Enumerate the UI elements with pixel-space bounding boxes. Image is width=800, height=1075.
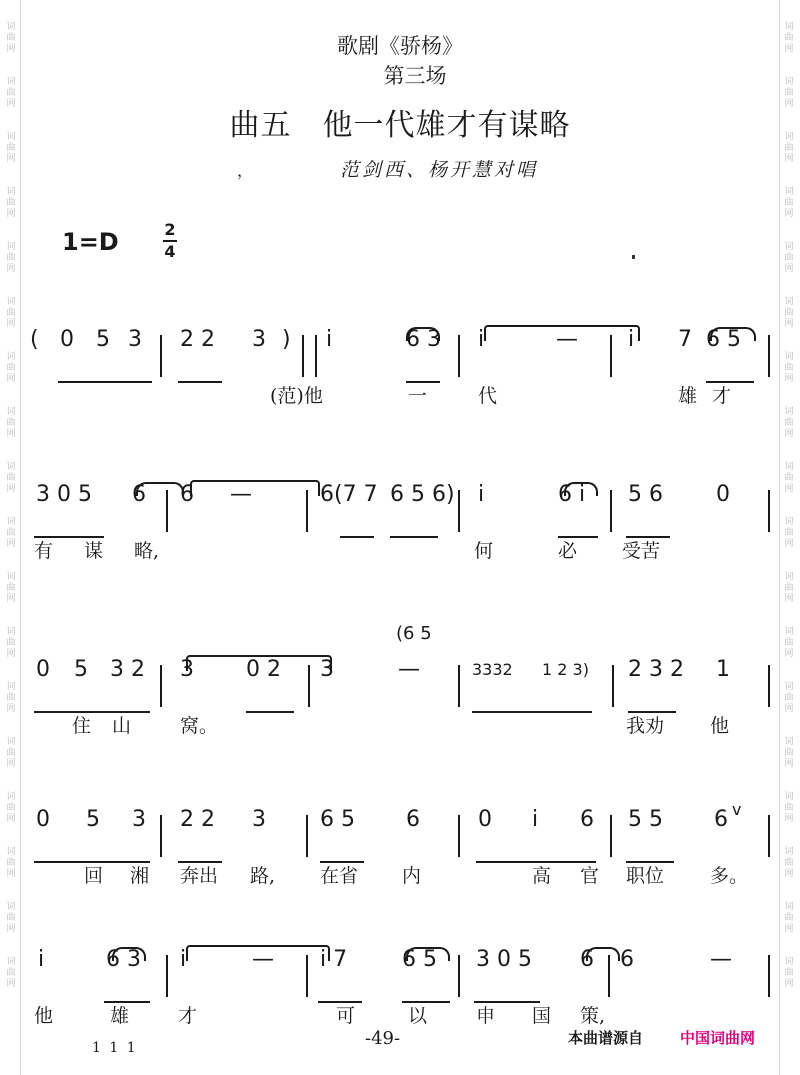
watermark-mark: 词 曲 网	[6, 407, 16, 439]
note: 5	[86, 807, 100, 832]
barline	[610, 490, 612, 532]
lyric: 国	[532, 1005, 552, 1027]
watermark-mark: 词 曲 网	[6, 517, 16, 549]
barline	[768, 815, 770, 857]
lyric: (范)他	[270, 385, 323, 407]
note: —	[398, 657, 420, 682]
watermark-mark: 词 曲 网	[6, 242, 16, 274]
note: 3332	[472, 660, 513, 679]
note: i	[478, 482, 485, 507]
note: )	[282, 327, 291, 352]
lyric: 内	[402, 865, 422, 887]
note: 3	[180, 657, 194, 682]
page-number: -49-	[365, 1028, 401, 1049]
note: 6 5	[320, 807, 355, 832]
lyric: 他	[34, 1005, 54, 1027]
scene-label: 第三场	[383, 64, 447, 88]
lyric: 何	[474, 540, 494, 562]
lyric: 策,	[580, 1005, 606, 1027]
barline	[160, 815, 162, 857]
lyric: 谋	[84, 540, 104, 562]
opera-title: 歌剧《骄杨》	[337, 34, 463, 58]
barline	[458, 335, 460, 377]
singers-line: 范剑西、杨开慧对唱	[340, 159, 539, 181]
time-signature	[160, 220, 180, 262]
note: 0	[36, 807, 50, 832]
note: 5	[96, 327, 110, 352]
left-edge-line	[20, 0, 21, 1075]
lyric: 窝。	[180, 715, 219, 737]
note: 3	[132, 807, 146, 832]
watermark-mark: 词 曲 网	[6, 682, 16, 714]
lyric: 受苦	[622, 540, 661, 562]
note: i	[628, 327, 635, 352]
note: i 7	[320, 947, 348, 972]
note: 6	[406, 807, 420, 832]
lyric: 我劝	[626, 715, 665, 737]
barline	[610, 815, 612, 857]
watermark-mark: 词 曲 网	[6, 572, 16, 604]
watermark-mark: 词 曲 网	[6, 297, 16, 329]
note: 6	[132, 482, 146, 507]
note: 5	[74, 657, 88, 682]
note: 3	[252, 807, 266, 832]
watermark-mark: 词 曲 网	[6, 22, 16, 54]
slur	[586, 947, 620, 961]
note: —	[252, 947, 274, 972]
watermark-strip-left	[2, 0, 20, 1075]
watermark-mark: 词 曲 网	[784, 77, 794, 109]
barline	[302, 335, 304, 377]
watermark-mark: 词 曲 网	[6, 737, 16, 769]
watermark-mark: 词 曲 网	[6, 627, 16, 659]
source-site-link[interactable]: 中国词曲网	[680, 1029, 756, 1047]
note: 6	[580, 947, 594, 972]
note: 6(7 7	[320, 482, 378, 507]
note: 6 3	[406, 327, 441, 352]
watermark-mark: 词 曲 网	[784, 792, 794, 824]
watermark-mark: 词 曲 网	[784, 572, 794, 604]
note: 6 i	[558, 482, 586, 507]
notes-row	[30, 623, 775, 689]
score-system-3	[30, 623, 775, 755]
key-signature: 1=D	[62, 228, 119, 256]
barline	[608, 955, 610, 997]
score-system-1	[30, 305, 775, 425]
slur	[710, 327, 756, 341]
watermark-mark: 词 曲 网	[6, 352, 16, 384]
score-system-5	[30, 925, 775, 1045]
note: 3 0 5	[476, 947, 532, 972]
note: 6 3	[106, 947, 141, 972]
barline	[306, 815, 308, 857]
source-label: 本曲谱源自	[568, 1029, 644, 1047]
note: 6	[180, 482, 194, 507]
stray-mark	[632, 255, 635, 259]
watermark-mark: 词 曲 网	[784, 462, 794, 494]
lyric: 在省	[320, 865, 359, 887]
barline	[306, 490, 308, 532]
barline	[768, 335, 770, 377]
barline	[166, 955, 168, 997]
note: —	[710, 947, 732, 972]
lyrics-row	[30, 536, 775, 570]
slur	[136, 482, 184, 496]
note: 5 5	[628, 807, 663, 832]
lyrics-row	[30, 861, 775, 895]
note: 3	[128, 327, 142, 352]
lyrics-row	[30, 1001, 775, 1035]
notes-row	[30, 800, 775, 839]
barline	[458, 815, 460, 857]
lyric: 申	[476, 1005, 496, 1027]
meter-bottom: 4	[164, 242, 176, 261]
lyric: 一	[408, 385, 428, 407]
note: i	[180, 947, 187, 972]
watermark-mark: 词 曲 网	[784, 902, 794, 934]
note: 5 6	[628, 482, 663, 507]
watermark-strip-right	[780, 0, 798, 1075]
breath-mark: v	[732, 800, 742, 819]
note: 6	[580, 807, 594, 832]
barline	[768, 490, 770, 532]
slur	[564, 482, 598, 496]
lyrics-row	[30, 711, 775, 745]
note: —	[230, 482, 252, 507]
note: 1	[716, 657, 730, 682]
watermark-mark: 词 曲 网	[6, 847, 16, 879]
slur	[406, 947, 450, 961]
watermark-mark: 词 曲 网	[784, 187, 794, 219]
barline	[612, 665, 614, 707]
watermark-mark: 词 曲 网	[6, 902, 16, 934]
right-edge-line	[779, 0, 780, 1075]
note: 6	[714, 807, 728, 832]
note: 3	[320, 657, 334, 682]
note: i	[478, 327, 485, 352]
slur	[112, 947, 146, 961]
note: 0	[716, 482, 730, 507]
watermark-mark: 词 曲 网	[784, 627, 794, 659]
watermark-mark: 词 曲 网	[784, 682, 794, 714]
note: 2 3 2	[628, 657, 684, 682]
note: 6 5	[402, 947, 437, 972]
barline	[315, 335, 317, 377]
score-system-4	[30, 785, 775, 905]
watermark-mark: 词 曲 网	[6, 957, 16, 989]
note: 0 2	[246, 657, 281, 682]
lyric: 雄	[110, 1005, 130, 1027]
barline	[768, 665, 770, 707]
watermark-mark: 词 曲 网	[784, 132, 794, 164]
lyric: 可	[336, 1005, 356, 1027]
lyric: 才	[178, 1005, 198, 1027]
barline	[308, 665, 310, 707]
note: 2 2	[180, 327, 215, 352]
lyric: 他	[710, 715, 730, 737]
lyric: 住	[72, 715, 92, 737]
song-title: 曲五 他一代雄才有谋略	[229, 108, 571, 143]
barline	[166, 490, 168, 532]
barline	[160, 665, 162, 707]
notes-row	[30, 480, 775, 514]
note: i	[532, 807, 539, 832]
footer-mark: 1 1 1	[92, 1040, 138, 1056]
watermark-mark: 词 曲 网	[6, 187, 16, 219]
lyric: 奔出	[180, 865, 219, 887]
lyric: 有	[34, 540, 54, 562]
barline	[458, 955, 460, 997]
watermark-mark: 词 曲 网	[784, 352, 794, 384]
lyrics-row	[30, 381, 775, 415]
lyric: 湘	[130, 865, 150, 887]
lyric: 官	[580, 865, 600, 887]
watermark-mark: 词 曲 网	[784, 517, 794, 549]
barline	[306, 955, 308, 997]
note: (6 5	[396, 623, 432, 644]
note: i	[38, 947, 45, 972]
lyric: 才	[712, 385, 732, 407]
barline	[458, 490, 460, 532]
note: 1 2 3)	[542, 660, 589, 679]
note: 0	[36, 657, 50, 682]
lyric: 以	[408, 1005, 428, 1027]
watermark-mark: 词 曲 网	[784, 847, 794, 879]
lyric: 山	[112, 715, 132, 737]
lyric: 必	[558, 540, 578, 562]
notes-row	[30, 945, 775, 979]
note: 0	[60, 327, 74, 352]
tie	[190, 480, 320, 496]
watermark-mark: 词 曲 网	[784, 242, 794, 274]
watermark-mark: 词 曲 网	[784, 737, 794, 769]
barline	[160, 335, 162, 377]
score-system-2	[30, 460, 775, 580]
barline	[768, 955, 770, 997]
barline	[458, 665, 460, 707]
lyric: 雄	[678, 385, 698, 407]
singers-mark: ，	[237, 161, 254, 180]
watermark-mark: 词 曲 网	[784, 407, 794, 439]
watermark-mark: 词 曲 网	[784, 297, 794, 329]
lyric: 高	[532, 865, 552, 887]
note: —	[556, 327, 578, 352]
note: (	[30, 327, 39, 352]
note: 6 5 6)	[390, 482, 455, 507]
watermark-mark: 词 曲 网	[6, 792, 16, 824]
watermark-mark: 词 曲 网	[784, 957, 794, 989]
lyric: 路,	[250, 865, 276, 887]
note: 7	[678, 327, 692, 352]
slur	[406, 327, 440, 341]
note: 3	[252, 327, 266, 352]
lyric: 略,	[134, 540, 160, 562]
note: 6	[620, 947, 634, 972]
note: 2 2	[180, 807, 215, 832]
watermark-mark: 词 曲 网	[6, 132, 16, 164]
note: 3 2	[110, 657, 145, 682]
lyric: 多。	[710, 865, 749, 887]
barline	[610, 335, 612, 377]
watermark-mark: 词 曲 网	[6, 462, 16, 494]
note: i	[326, 327, 333, 352]
note: 6 5	[706, 327, 741, 352]
meter-top: 2	[164, 220, 176, 239]
notes-row	[30, 325, 775, 359]
note: 0	[478, 807, 492, 832]
lyric: 代	[478, 385, 498, 407]
lyric: 回	[84, 865, 104, 887]
watermark-mark: 词 曲 网	[784, 22, 794, 54]
watermark-mark: 词 曲 网	[6, 77, 16, 109]
note: 3 0 5	[36, 482, 92, 507]
lyric: 职位	[626, 865, 665, 887]
